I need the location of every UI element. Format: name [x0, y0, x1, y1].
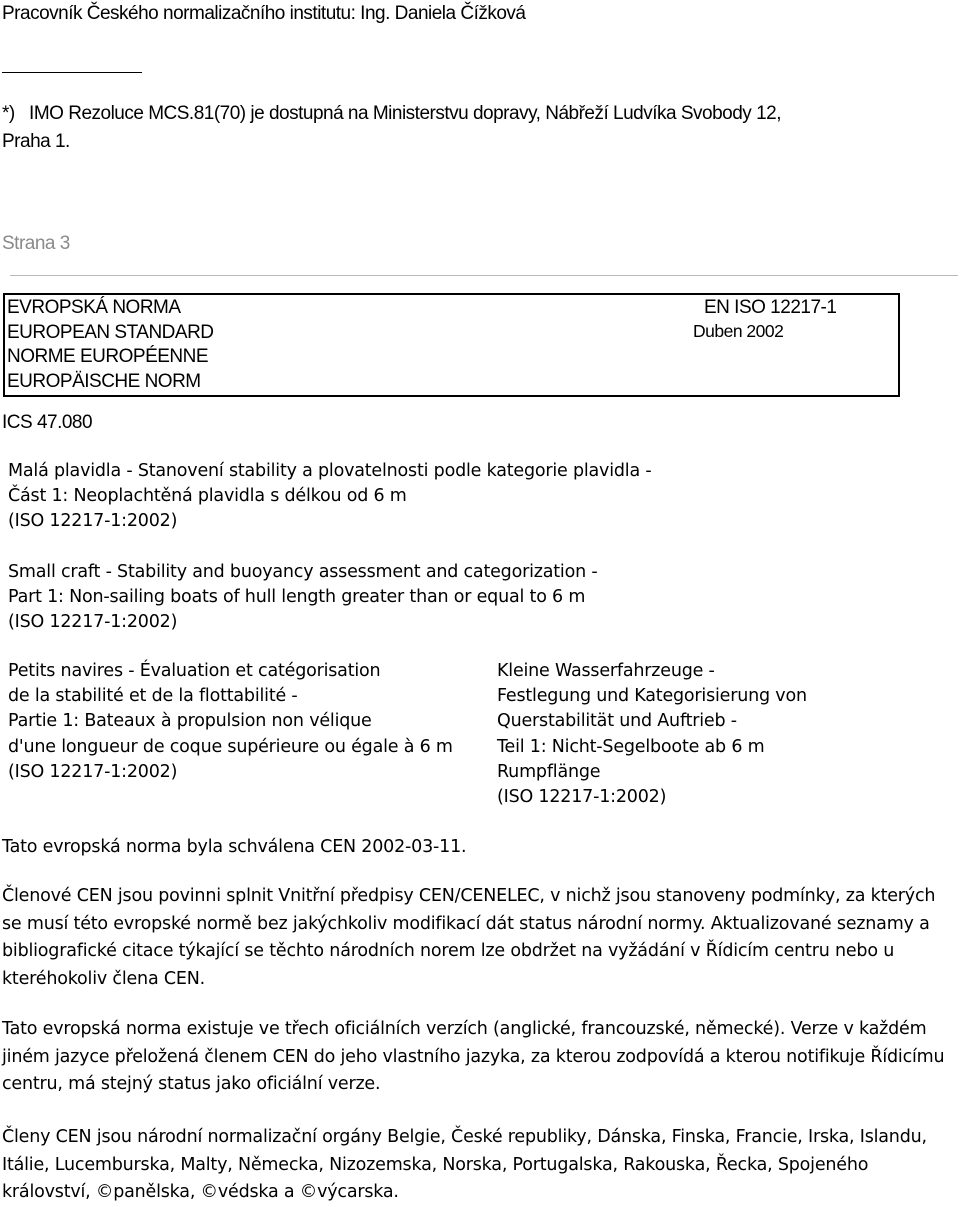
title-line: Partie 1: Bateaux à propulsion non vélique [8, 711, 372, 732]
title-line: (ISO 12217-1:2002) [8, 511, 178, 532]
footnote-separator [2, 72, 142, 73]
title-line: d'une longueur de coque supérieure ou égale à 6 m [8, 736, 453, 757]
title-line: Část 1: Neoplachtěná plavidla s délkou od 6 m [8, 486, 407, 507]
norm-title-en: EUROPEAN STANDARD [7, 322, 214, 343]
page-divider [10, 275, 958, 276]
title-line: (ISO 12217-1:2002) [497, 786, 667, 807]
title-block-en [8, 560, 597, 636]
footnote-line: *) IMO Rezoluce MCS.81(70) je dostupná na Ministerstvu dopravy, Nábřeží Ludvíka Svobody 12, [2, 103, 781, 124]
title-line: (ISO 12217-1:2002) [8, 761, 178, 782]
title-line: (ISO 12217-1:2002) [8, 612, 178, 633]
standard-date: Duben 2002 [693, 321, 784, 341]
title-line: Teil 1: Nicht-Segelboote ab 6 m [497, 736, 765, 757]
approver-note: Pracovník Českého normalizačního institutu: Ing. Daniela Čížková [2, 3, 526, 24]
approval-statement: Tato evropská norma byla schválena CEN 2002-03-11. [2, 837, 467, 857]
page-number: Strana 3 [2, 233, 70, 254]
paragraph-cen-members-obligations: Členové CEN jsou povinni splnit Vnitřní předpisy CEN/CENELEC, v nichž jsou stanoveny podmínky, za kterých se musí této evropské normě bez jakýchkoliv modifikací dát status národní normy. Aktualizované seznamy a bibliografické citace týkající se těchto národních norem lze obdržet na vyžádání v Řídicím centru nebo u kteréhokoliv člena CEN. [2, 886, 936, 990]
title-block-cz [8, 459, 651, 535]
title-line: Festlegung und Kategorisierung von [497, 686, 807, 707]
title-line: Malá plavidla - Stanovení stability a plovatelnosti podle kategorie plavidla - [8, 461, 652, 481]
title-line: de la stabilité et de la flottabilité - [8, 686, 298, 707]
norm-title-cz: EVROPSKÁ NORMA [7, 297, 181, 318]
title-line: Rumpflänge [497, 761, 601, 782]
title-block-de [497, 659, 807, 810]
paragraph-official-versions: Tato evropská norma existuje ve třech oficiálních verzích (anglické, francouzské, německé). Verze v každém jiném jazyce přeložená členem CEN do jeho vlastního jazyka, za kterou zodpovídá a kterou notifikuje Řídicímu centru, má stejný status jako oficiální verze. [2, 1019, 945, 1095]
title-block-fr [8, 659, 453, 785]
title-line: Kleine Wasserfahrzeuge - [497, 661, 715, 681]
title-line: Petits navires - Évaluation et catégorisation [8, 661, 381, 681]
title-line: Part 1: Non-sailing boats of hull length greater than or equal to 6 m [8, 587, 586, 608]
standard-id: EN ISO 12217-1 [704, 297, 837, 318]
paragraph-cen-national-bodies: Členy CEN jsou národní normalizační orgány Belgie, České republiky, Dánska, Finska, Francie, Irska, Islandu, Itálie, Lucemburska, Malty, Německa, Nizozemska, Norska, Portugalska, Rakouska, Řecka, Spojeného království, ©panělska, ©védska a ©výcarska. [2, 1127, 927, 1203]
norm-title-fr: NORME EUROPÉENNE [7, 346, 209, 367]
norm-title-de: EUROPÄISCHE NORM [7, 371, 201, 392]
ics-code: ICS 47.080 [2, 412, 93, 433]
title-line: Querstabilität und Auftrieb - [497, 711, 737, 732]
title-line: Small craft - Stability and buoyancy assessment and categorization - [8, 562, 598, 582]
footnote-line: Praha 1. [2, 131, 70, 152]
